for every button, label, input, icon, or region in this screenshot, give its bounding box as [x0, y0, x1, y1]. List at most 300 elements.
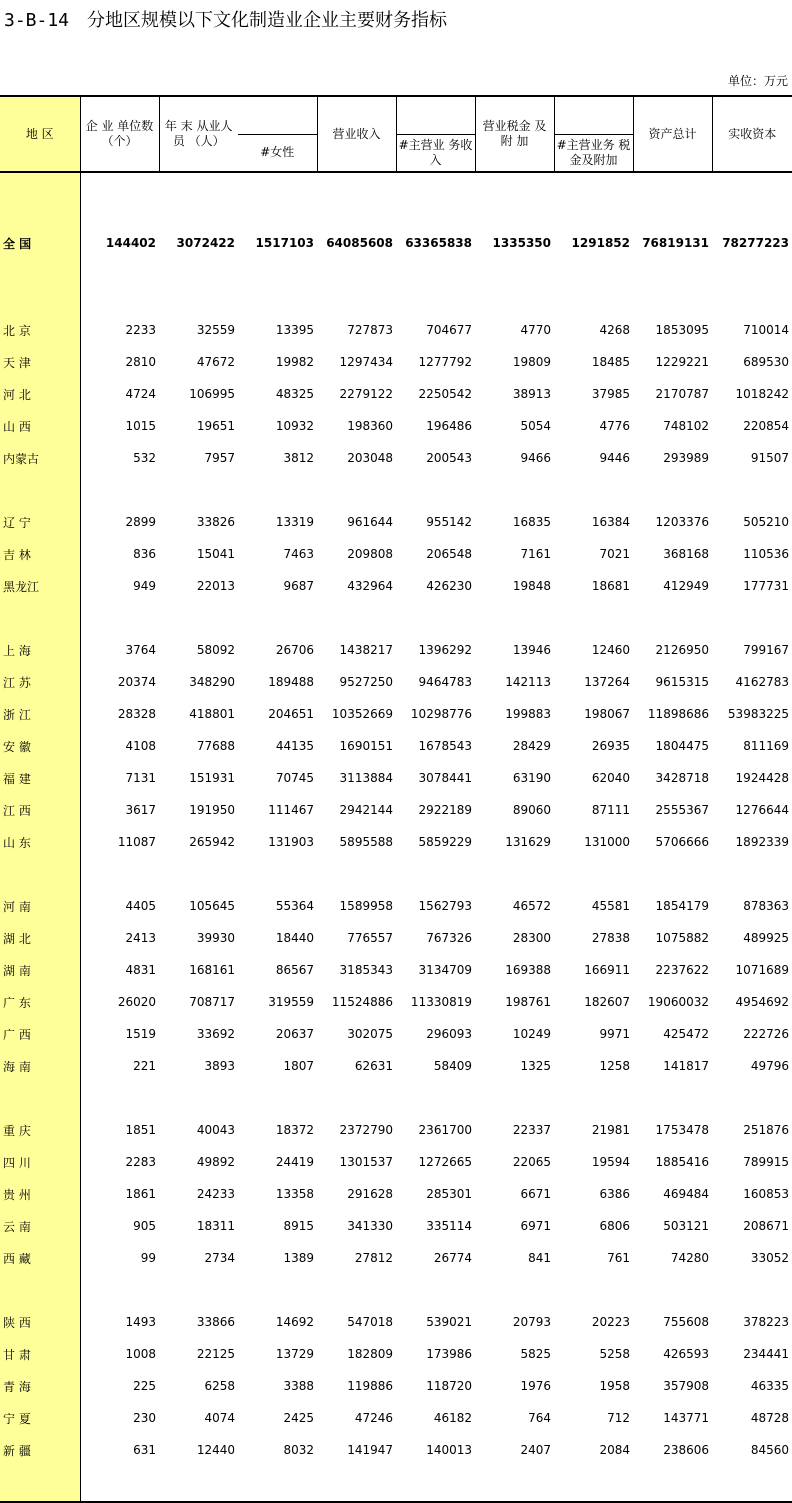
- region-name: 广 东: [0, 986, 80, 1018]
- value-cell: 1297434: [339, 355, 393, 369]
- table-row: [0, 1018, 792, 1050]
- value-cell: 4162783: [735, 675, 789, 689]
- region-name: 陕 西: [0, 1306, 80, 1338]
- value-cell: 38913: [512, 387, 551, 401]
- value-cell: 46335: [750, 1379, 789, 1393]
- value-cell: 1519: [125, 1027, 156, 1041]
- table-row: [0, 1210, 792, 1242]
- value-cell: 177731: [743, 579, 789, 593]
- value-cell: 1396292: [418, 643, 472, 657]
- value-cell: 3893: [204, 1059, 235, 1073]
- value-cell: 2233: [125, 323, 156, 337]
- value-cell: 9466: [520, 451, 551, 465]
- value-cell: 2922189: [418, 803, 472, 817]
- value-cell: 5054: [520, 419, 551, 433]
- value-cell: 532: [133, 451, 156, 465]
- value-cell: 13319: [275, 515, 314, 529]
- value-cell: 18372: [275, 1123, 314, 1137]
- value-cell: 2942144: [339, 803, 393, 817]
- value-cell: 2899: [125, 515, 156, 529]
- value-cell: 6971: [520, 1219, 551, 1233]
- value-cell: 13729: [275, 1347, 314, 1361]
- value-cell: 1885416: [655, 1155, 709, 1169]
- value-cell: 4831: [125, 963, 156, 977]
- table-row: [0, 1146, 792, 1178]
- value-cell: 3078441: [418, 771, 472, 785]
- value-cell: 16835: [512, 515, 551, 529]
- value-cell: 39930: [196, 931, 235, 945]
- value-cell: 20793: [512, 1315, 551, 1329]
- value-cell: 1958: [599, 1379, 630, 1393]
- region-name: 西 藏: [0, 1242, 80, 1274]
- value-cell: 432964: [347, 579, 393, 593]
- value-cell: 209808: [347, 547, 393, 561]
- value-cell: 141817: [663, 1059, 709, 1073]
- value-cell: 206548: [426, 547, 472, 561]
- value-cell: 189488: [268, 675, 314, 689]
- value-cell: 58092: [196, 643, 235, 657]
- table-code: 3-B-14: [4, 10, 70, 31]
- value-cell: 87111: [591, 803, 630, 817]
- value-cell: 63365838: [405, 236, 472, 250]
- value-cell: 378223: [743, 1315, 789, 1329]
- value-cell: 220854: [743, 419, 789, 433]
- value-cell: 841: [528, 1251, 551, 1265]
- value-cell: 144402: [105, 236, 156, 250]
- table-row: [0, 730, 792, 762]
- value-cell: 204651: [268, 707, 314, 721]
- value-cell: 11524886: [331, 995, 393, 1009]
- value-cell: 265942: [189, 835, 235, 849]
- table-row: [0, 538, 792, 570]
- value-cell: 291628: [347, 1187, 393, 1201]
- region-name: 贵 州: [0, 1178, 80, 1210]
- value-cell: 12460: [591, 643, 630, 657]
- spacer-row: [0, 1082, 792, 1114]
- value-cell: 1291852: [571, 236, 630, 250]
- value-cell: 5825: [520, 1347, 551, 1361]
- value-cell: 131903: [268, 835, 314, 849]
- value-cell: 789915: [743, 1155, 789, 1169]
- value-cell: 2361700: [418, 1123, 472, 1137]
- region-name: 黑龙江: [0, 570, 80, 602]
- value-cell: 2372790: [339, 1123, 393, 1137]
- region-name: 甘 肃: [0, 1338, 80, 1370]
- value-cell: 208671: [743, 1219, 789, 1233]
- value-cell: 1851: [125, 1123, 156, 1137]
- value-cell: 1861: [125, 1187, 156, 1201]
- value-cell: 811169: [743, 739, 789, 753]
- table-row: [0, 890, 792, 922]
- value-cell: 3134709: [418, 963, 472, 977]
- value-cell: 230: [133, 1411, 156, 1425]
- value-cell: 761: [607, 1251, 630, 1265]
- value-cell: 131000: [584, 835, 630, 849]
- value-cell: 225: [133, 1379, 156, 1393]
- value-cell: 160853: [743, 1187, 789, 1201]
- value-cell: 4074: [204, 1411, 235, 1425]
- value-cell: 4405: [125, 899, 156, 913]
- value-cell: 13946: [512, 643, 551, 657]
- value-cell: 961644: [347, 515, 393, 529]
- value-cell: 539021: [426, 1315, 472, 1329]
- value-cell: 199883: [505, 707, 551, 721]
- value-cell: 1325: [520, 1059, 551, 1073]
- value-cell: 47246: [354, 1411, 393, 1425]
- value-cell: 4724: [125, 387, 156, 401]
- value-cell: 166911: [584, 963, 630, 977]
- value-cell: 77688: [196, 739, 235, 753]
- region-name: 内蒙古: [0, 442, 80, 474]
- value-cell: 5859229: [418, 835, 472, 849]
- value-cell: 4954692: [735, 995, 789, 1009]
- value-cell: 168161: [189, 963, 235, 977]
- value-cell: 19594: [591, 1155, 630, 1169]
- value-cell: 198360: [347, 419, 393, 433]
- value-cell: 1015: [125, 419, 156, 433]
- value-cell: 99: [140, 1251, 156, 1265]
- value-cell: 53983225: [727, 707, 789, 721]
- value-cell: 4770: [520, 323, 551, 337]
- value-cell: 1389: [283, 1251, 314, 1265]
- value-cell: 28300: [512, 931, 551, 945]
- region-name: 新 疆: [0, 1434, 80, 1466]
- region-name: 河 南: [0, 890, 80, 922]
- value-cell: 708717: [189, 995, 235, 1009]
- value-cell: 296093: [426, 1027, 472, 1041]
- value-cell: 955142: [426, 515, 472, 529]
- table-row: [0, 634, 792, 666]
- value-cell: 836: [133, 547, 156, 561]
- table-row: [0, 442, 792, 474]
- value-cell: 335114: [426, 1219, 472, 1233]
- table-row: [0, 1114, 792, 1146]
- value-cell: 1854179: [655, 899, 709, 913]
- value-cell: 49892: [196, 1155, 235, 1169]
- value-cell: 182809: [347, 1347, 393, 1361]
- value-cell: 33052: [750, 1251, 789, 1265]
- value-cell: 20637: [275, 1027, 314, 1041]
- value-cell: 1075882: [655, 931, 709, 945]
- value-cell: 767326: [426, 931, 472, 945]
- value-cell: 46182: [433, 1411, 472, 1425]
- value-cell: 2237622: [655, 963, 709, 977]
- header-main-revenue: #主营业 务收入: [396, 134, 475, 172]
- value-cell: 74280: [670, 1251, 709, 1265]
- spacer-row: [0, 1466, 792, 1502]
- value-cell: 89060: [512, 803, 551, 817]
- value-cell: 55364: [275, 899, 314, 913]
- value-cell: 19982: [275, 355, 314, 369]
- value-cell: 7021: [599, 547, 630, 561]
- header-enterprises: 企 业 单位数 （个）: [80, 96, 159, 172]
- region-name: 北 京: [0, 314, 80, 346]
- value-cell: 1853095: [655, 323, 709, 337]
- value-cell: 426593: [663, 1347, 709, 1361]
- value-cell: 412949: [663, 579, 709, 593]
- value-cell: 62040: [591, 771, 630, 785]
- value-cell: 18485: [591, 355, 630, 369]
- value-cell: 3185343: [339, 963, 393, 977]
- value-cell: 20374: [117, 675, 156, 689]
- spacer-row: [0, 1274, 792, 1306]
- value-cell: 28328: [117, 707, 156, 721]
- value-cell: 1229221: [655, 355, 709, 369]
- value-cell: 118720: [426, 1379, 472, 1393]
- value-cell: 5895588: [339, 835, 393, 849]
- value-cell: 7957: [204, 451, 235, 465]
- value-cell: 712: [607, 1411, 630, 1425]
- value-cell: 6386: [599, 1187, 630, 1201]
- region-name: 江 苏: [0, 666, 80, 698]
- unit-label: 单位：万元: [727, 74, 788, 88]
- value-cell: 1753478: [655, 1123, 709, 1137]
- value-cell: 251876: [743, 1123, 789, 1137]
- region-name: 浙 江: [0, 698, 80, 730]
- value-cell: 727873: [347, 323, 393, 337]
- value-cell: 9527250: [339, 675, 393, 689]
- value-cell: 33866: [196, 1315, 235, 1329]
- value-cell: 26774: [433, 1251, 472, 1265]
- table-row: [0, 410, 792, 442]
- value-cell: 1071689: [735, 963, 789, 977]
- region-name: 湖 北: [0, 922, 80, 954]
- value-cell: 1804475: [655, 739, 709, 753]
- value-cell: 33692: [196, 1027, 235, 1041]
- value-cell: 3113884: [339, 771, 393, 785]
- value-cell: 62631: [354, 1059, 393, 1073]
- table-row: [0, 1338, 792, 1370]
- value-cell: 19651: [196, 419, 235, 433]
- value-cell: 26020: [117, 995, 156, 1009]
- value-cell: 140013: [426, 1443, 472, 1457]
- value-cell: 1493: [125, 1315, 156, 1329]
- value-cell: 2283: [125, 1155, 156, 1169]
- region-name: 重 庆: [0, 1114, 80, 1146]
- value-cell: 426230: [426, 579, 472, 593]
- value-cell: 182607: [584, 995, 630, 1009]
- value-cell: 348290: [189, 675, 235, 689]
- value-cell: 1807: [283, 1059, 314, 1073]
- value-cell: 4268: [599, 323, 630, 337]
- value-cell: 3388: [283, 1379, 314, 1393]
- value-cell: 2734: [204, 1251, 235, 1265]
- value-cell: 33826: [196, 515, 235, 529]
- value-cell: 949: [133, 579, 156, 593]
- value-cell: 13395: [275, 323, 314, 337]
- value-cell: 19060032: [647, 995, 709, 1009]
- value-cell: 45581: [591, 899, 630, 913]
- region-name: 云 南: [0, 1210, 80, 1242]
- value-cell: 11898686: [647, 707, 709, 721]
- header-capital: 实收资本: [712, 96, 792, 172]
- value-cell: 21981: [591, 1123, 630, 1137]
- table-row: [0, 794, 792, 826]
- value-cell: 14692: [275, 1315, 314, 1329]
- value-cell: 2084: [599, 1443, 630, 1457]
- region-name: 广 西: [0, 1018, 80, 1050]
- value-cell: 22065: [512, 1155, 551, 1169]
- region-name: 天 津: [0, 346, 80, 378]
- header-main-tax: #主营业务 税金及附加: [554, 134, 633, 172]
- value-cell: 1301537: [339, 1155, 393, 1169]
- region-name: 湖 南: [0, 954, 80, 986]
- value-cell: 3428718: [655, 771, 709, 785]
- region-name: 上 海: [0, 634, 80, 666]
- table-row: [0, 1050, 792, 1082]
- spacer-row: [0, 282, 792, 314]
- value-cell: 547018: [347, 1315, 393, 1329]
- value-cell: 2555367: [655, 803, 709, 817]
- value-cell: 704677: [426, 323, 472, 337]
- value-cell: 285301: [426, 1187, 472, 1201]
- value-cell: 1018242: [735, 387, 789, 401]
- value-cell: 48728: [750, 1411, 789, 1425]
- value-cell: 20223: [591, 1315, 630, 1329]
- value-cell: 12440: [196, 1443, 235, 1457]
- table-row: [0, 1178, 792, 1210]
- value-cell: 6258: [204, 1379, 235, 1393]
- value-cell: 10352669: [331, 707, 393, 721]
- spacer-row: [0, 474, 792, 506]
- value-cell: 47672: [196, 355, 235, 369]
- value-cell: 1517103: [255, 236, 314, 250]
- value-cell: 137264: [584, 675, 630, 689]
- value-cell: 91507: [750, 451, 789, 465]
- value-cell: 196486: [426, 419, 472, 433]
- value-cell: 86567: [275, 963, 314, 977]
- value-cell: 631: [133, 1443, 156, 1457]
- value-cell: 2810: [125, 355, 156, 369]
- value-cell: 1924428: [735, 771, 789, 785]
- header-employees: 年 末 从业人员 （人）: [159, 96, 238, 172]
- value-cell: 489925: [743, 931, 789, 945]
- value-cell: 9687: [283, 579, 314, 593]
- header-region: 地 区: [0, 96, 80, 172]
- value-cell: 6671: [520, 1187, 551, 1201]
- value-cell: 2425: [283, 1411, 314, 1425]
- spacer-row: [0, 172, 792, 204]
- value-cell: 2413: [125, 931, 156, 945]
- value-cell: 222726: [743, 1027, 789, 1041]
- table-row: [0, 666, 792, 698]
- value-cell: 1203376: [655, 515, 709, 529]
- value-cell: 70745: [275, 771, 314, 785]
- value-cell: 10249: [512, 1027, 551, 1041]
- value-cell: 32559: [196, 323, 235, 337]
- value-cell: 7463: [283, 547, 314, 561]
- value-cell: 16384: [591, 515, 630, 529]
- region-name: 辽 宁: [0, 506, 80, 538]
- table-header: [0, 96, 792, 172]
- value-cell: 1335350: [492, 236, 551, 250]
- value-cell: 503121: [663, 1219, 709, 1233]
- header-tax: 营业税金 及 附 加: [475, 96, 554, 172]
- value-cell: 10298776: [410, 707, 472, 721]
- table-row: [0, 1370, 792, 1402]
- value-cell: 1008: [125, 1347, 156, 1361]
- value-cell: 368168: [663, 547, 709, 561]
- value-cell: 357908: [663, 1379, 709, 1393]
- value-cell: 15041: [196, 547, 235, 561]
- value-cell: 293989: [663, 451, 709, 465]
- value-cell: 18681: [591, 579, 630, 593]
- header-revenue: 营业收入: [317, 96, 396, 172]
- value-cell: 44135: [275, 739, 314, 753]
- value-cell: 4108: [125, 739, 156, 753]
- value-cell: 302075: [347, 1027, 393, 1041]
- value-cell: 24419: [275, 1155, 314, 1169]
- value-cell: 49796: [750, 1059, 789, 1073]
- value-cell: 341330: [347, 1219, 393, 1233]
- value-cell: 1562793: [418, 899, 472, 913]
- value-cell: 9971: [599, 1027, 630, 1041]
- value-cell: 2126950: [655, 643, 709, 657]
- table-row: [0, 986, 792, 1018]
- value-cell: 905: [133, 1219, 156, 1233]
- value-cell: 2407: [520, 1443, 551, 1457]
- table-row: [0, 762, 792, 794]
- value-cell: 169388: [505, 963, 551, 977]
- table-row: [0, 378, 792, 410]
- value-cell: 9446: [599, 451, 630, 465]
- value-cell: 11087: [117, 835, 156, 849]
- value-cell: 105645: [189, 899, 235, 913]
- value-cell: 8032: [283, 1443, 314, 1457]
- value-cell: 1678543: [418, 739, 472, 753]
- value-cell: 6806: [599, 1219, 630, 1233]
- value-cell: 1258: [599, 1059, 630, 1073]
- value-cell: 4776: [599, 419, 630, 433]
- value-cell: 878363: [743, 899, 789, 913]
- value-cell: 28429: [512, 739, 551, 753]
- value-cell: 24233: [196, 1187, 235, 1201]
- value-cell: 131629: [505, 835, 551, 849]
- region-name: 河 北: [0, 378, 80, 410]
- table-row: [0, 346, 792, 378]
- value-cell: 1690151: [339, 739, 393, 753]
- table-row: [0, 1434, 792, 1466]
- value-cell: 198761: [505, 995, 551, 1009]
- value-cell: 151931: [189, 771, 235, 785]
- value-cell: 2170787: [655, 387, 709, 401]
- value-cell: 142113: [505, 675, 551, 689]
- value-cell: 106995: [189, 387, 235, 401]
- region-name: 安 徽: [0, 730, 80, 762]
- table-row: [0, 922, 792, 954]
- table-row: [0, 954, 792, 986]
- value-cell: 48325: [275, 387, 314, 401]
- region-name: 四 川: [0, 1146, 80, 1178]
- region-name: 青 海: [0, 1370, 80, 1402]
- value-cell: 238606: [663, 1443, 709, 1457]
- header-female: #女性: [238, 134, 317, 172]
- table-row: [0, 826, 792, 858]
- value-cell: 84560: [750, 1443, 789, 1457]
- value-cell: 221: [133, 1059, 156, 1073]
- value-cell: 141947: [347, 1443, 393, 1457]
- header-assets: 资产总计: [633, 96, 712, 172]
- value-cell: 425472: [663, 1027, 709, 1041]
- table-row: [0, 506, 792, 538]
- region-name: 海 南: [0, 1050, 80, 1082]
- value-cell: 1892339: [735, 835, 789, 849]
- value-cell: 3812: [283, 451, 314, 465]
- value-cell: 46572: [512, 899, 551, 913]
- region-name: 全 国: [0, 204, 80, 282]
- table-row: [0, 314, 792, 346]
- value-cell: 143771: [663, 1411, 709, 1425]
